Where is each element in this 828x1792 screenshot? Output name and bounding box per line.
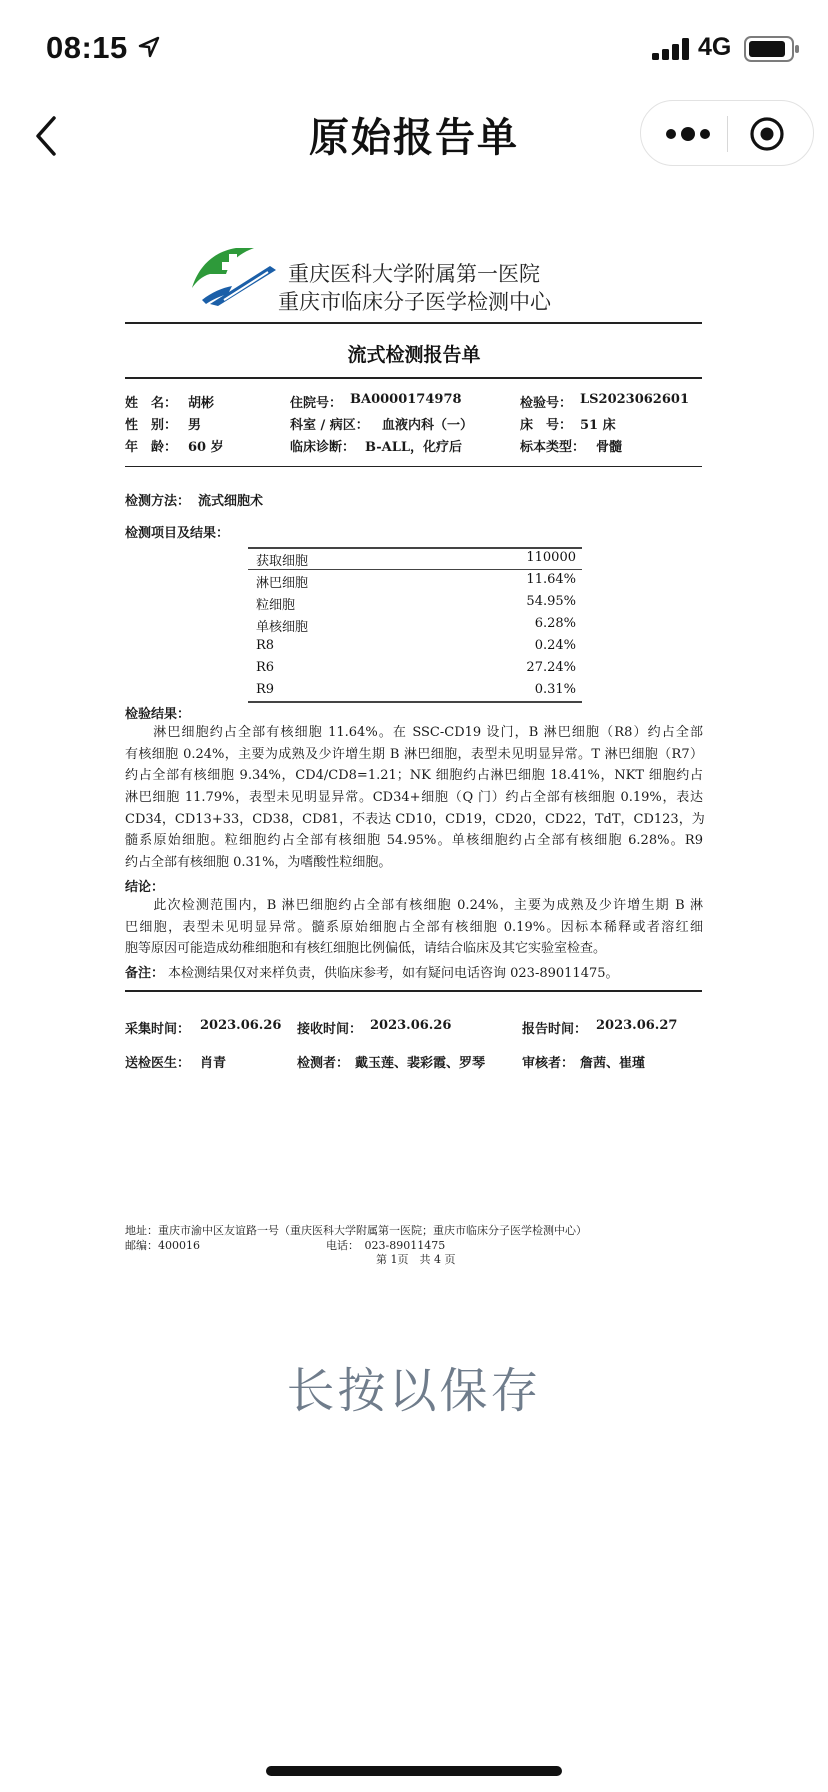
table-row [248,679,582,701]
center-name: 重庆市临床分子医学检测中心 [278,290,551,314]
hospital-logo-icon [188,240,278,310]
divider-line [125,466,702,467]
item-value: 0.24% [534,638,576,653]
reviewer-names: 詹茜、崔瑾 [580,1056,646,1071]
sample-label: 标本类型： [520,440,586,455]
result-line: CD34，CD13+33，CD38，CD81，不表达 CD10，CD19，CD20，CD22，TdT，CD123，为 [125,811,705,827]
dept-value: 血液内科（一） [382,418,474,433]
table-row [248,569,582,591]
divider-line [125,990,702,992]
reviewer-label: 审核者： [522,1056,575,1071]
tester-names: 戴玉莲、裴彩霞、罗琴 [355,1056,486,1071]
tester-label: 检测者： [297,1056,350,1071]
conclusion-line: 此次检测范围内，B 淋巴细胞约占全部有核细胞 0.24%，主要为成熟及少许增生期 B 淋 [125,898,703,913]
item-value: 6.28% [534,616,576,631]
page-title: 原始报告单 [309,115,519,161]
footer-page: 第 1页 共 4 页 [376,1253,456,1266]
item-name: 单核细胞 [256,620,309,635]
report-time: 2023.06.27 [596,1018,678,1033]
diagnosis-value: B-ALL，化疗后 [365,440,462,455]
collect-label: 采集时间： [125,1022,191,1037]
items-label: 检测项目及结果： [125,526,230,541]
table-header-line [248,569,582,570]
item-name: R8 [256,638,275,653]
hospital-name: 重庆医科大学附属第一医院 [288,262,540,286]
conclusion-text [125,895,703,960]
conclusion-label: 结论： [125,880,165,895]
conclusion-line: 巴细胞，表型未见明显异常。髓系原始细胞占全部有核细胞 0.19%。因标本稀释或者溶红细 [125,919,703,935]
footer-postcode: 邮编：400016 [125,1239,200,1252]
conclusion-line: 胞等原因可能造成幼稚细胞和有核红细胞比例偏低，请结合临床及其它实验室检查。 [125,941,607,957]
network-type: 4G [698,33,732,61]
item-name: 获取细胞 [256,554,309,569]
table-row [248,635,582,657]
patient-name: 胡彬 [188,396,215,411]
test-no-label: 检验号： [520,396,573,411]
method-label: 检测方法： [125,494,191,509]
item-value: 110000 [526,550,576,565]
bed-label: 床 号： [520,418,573,433]
admission-no: BA0000174978 [350,392,462,407]
divider-line [125,322,702,324]
note-text: 本检测结果仅对来样负责，供临床参考，如有疑问电话咨询 023-89011475。 [168,966,619,981]
doctor-name: 肖青 [200,1056,227,1071]
item-value: 27.24% [526,660,576,675]
item-name: 淋巴细胞 [256,576,309,591]
divider-line [125,377,702,379]
table-row [248,657,582,679]
table-row [248,547,582,569]
doctor-label: 送检医生： [125,1056,191,1071]
results-table [248,547,582,701]
test-no: LS2023062601 [580,392,689,407]
footer-address: 地址：重庆市渝中区友谊路一号（重庆医科大学附属第一医院；重庆市临床分子医学检测中心） [125,1224,587,1237]
report-time-label: 报告时间： [522,1022,588,1037]
item-name: R9 [256,682,275,697]
result-line: 有核细胞 0.24%，主要为成熟及少许增生期 B 淋巴细胞，表型未见明显异常。T 淋巴细胞（R7） [125,746,703,762]
home-indicator[interactable] [266,1766,562,1776]
dept-label: 科室 / 病区： [290,418,369,433]
table-row [248,591,582,613]
item-value: 11.64% [526,572,576,587]
result-line: 淋巴细胞约占全部有核细胞 11.64%。在 SSC-CD19 设门，B 淋巴细胞（R8）约占全部 [125,725,703,740]
patient-sex: 男 [188,418,202,433]
result-line: 约占全部有核细胞 0.31%，为嗜酸性粒细胞。 [125,855,392,871]
age-label: 年 龄： [125,440,178,455]
result-text [125,722,703,874]
receive-time: 2023.06.26 [370,1018,452,1033]
item-name: R6 [256,660,275,675]
result-line: 淋巴细胞 11.79%，表型未见明显异常。CD34+细胞（Q 门）约占全部有核细胞 0.19%，表达 [125,790,703,806]
receive-label: 接收时间： [297,1022,363,1037]
method-value: 流式细胞术 [198,494,264,509]
sex-label: 性 别： [125,418,178,433]
result-label: 检验结果： [125,707,191,722]
item-value: 0.31% [534,682,576,697]
item-name: 粒细胞 [256,598,296,613]
name-label: 姓 名： [125,396,178,411]
patient-age: 60 岁 [188,440,224,455]
status-time: 08:15 [46,30,128,65]
item-value: 54.95% [526,594,576,609]
sample-value: 骨髓 [596,440,623,455]
bed-value: 51 床 [580,418,616,433]
diagnosis-label: 临床诊断： [290,440,356,455]
footer-phone: 电话： 023-89011475 [326,1239,446,1252]
table-row [248,613,582,635]
result-line: 髓系原始细胞。粒细胞约占全部有核细胞 54.95%。单核细胞约占全部有核细胞 6.28%。R9 [125,833,703,849]
note-label: 备注： [125,966,165,981]
report-title: 流式检测报告单 [347,344,481,366]
long-press-save-hint: 长按以保存 [286,1363,542,1419]
result-line: 约占全部有核细胞 9.34%，CD4/CD8=1.21；NK 细胞约占淋巴细胞 18.41%，NKT 细胞约占 [125,768,703,784]
admission-label: 住院号： [290,396,343,411]
table-bottom-line [248,701,582,703]
collect-time: 2023.06.26 [200,1018,282,1033]
